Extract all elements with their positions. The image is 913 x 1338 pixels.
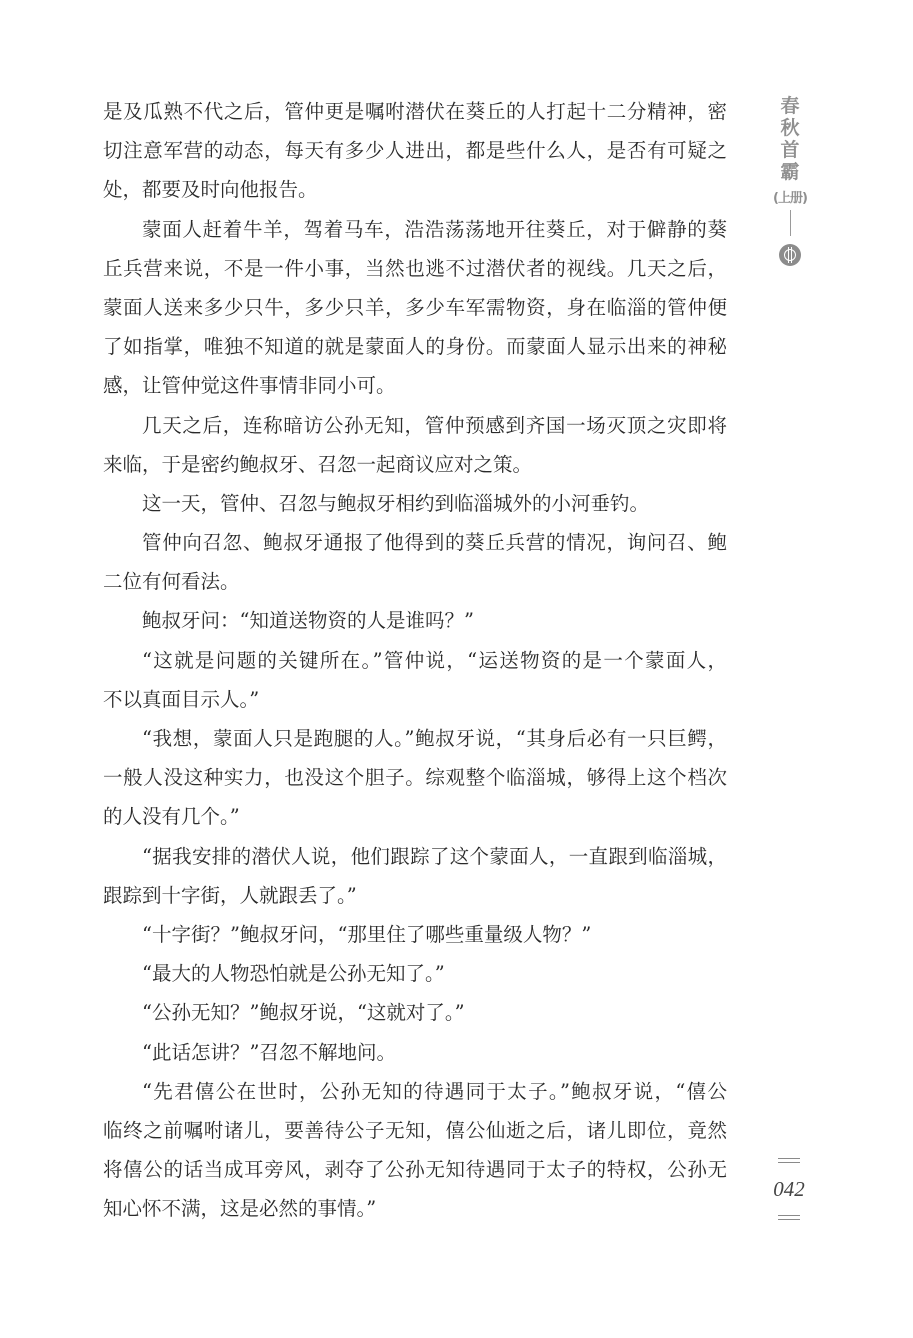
vertical-rule [790,210,791,236]
book-title-char: 春 [780,95,800,117]
text-line: 管仲向召忽、鲍叔牙通报了他得到的葵丘兵营的情况，询问召、鲍 [142,531,727,555]
text-line: “我想，蒙面人只是跑腿的人。”鲍叔牙说，“其身后必有一只巨鳄， [142,727,727,750]
text-line: “这就是问题的关键所在。”管仲说，“运送物资的是一个蒙面人， [142,648,727,672]
double-rule-top [778,1158,800,1163]
text-line: 知心怀不满，这是必然的事情。” [103,1197,377,1221]
running-header [770,95,810,266]
text-line: 二位有何看法。 [103,570,240,594]
text-line: 跟踪到十字街，人就跟丢了。” [103,883,357,907]
text-line: 丘兵营来说，不是一件小事，当然也逃不过潜伏者的视线。几天之后， [103,256,727,280]
book-title-char: 首 [780,139,800,161]
double-rule-bottom [778,1215,800,1220]
text-line: 一般人没这种实力，也没这个胆子。综观整个临淄城，够得上这个档次 [103,766,727,790]
text-line: 来临，于是密约鲍叔牙、召忽一起商议应对之策。 [103,452,533,476]
text-line: 是及瓜熟不代之后，管仲更是嘱咐潜伏在葵丘的人打起十二分精神，密 [103,100,727,123]
text-line: 处，都要及时向他报告。 [103,178,318,202]
text-line: “此话怎讲？”召忽不解地问。 [142,1040,396,1064]
body-text [103,92,727,1228]
text-line: “十字街？”鲍叔牙问，“那里住了哪些重量级人物？” [142,922,592,946]
book-title-char: 秋 [780,117,800,139]
text-line: 切注意军营的动态，每天有多少人进出，都是些什么人，是否有可疑之 [103,139,727,163]
text-line: “据我安排的潜伏人说，他们跟踪了这个蒙面人，一直跟到临淄城， [142,844,727,868]
text-line: 了如指掌，唯独不知道的就是蒙面人的身份。而蒙面人显示出来的神秘 [103,335,727,359]
text-line: 蒙面人赶着牛羊，驾着马车，浩浩荡荡地开往葵丘，对于僻静的葵 [142,217,727,241]
text-line: “最大的人物恐怕就是公孙无知了。” [142,962,445,986]
text-line: “公孙无知？”鲍叔牙说，“这就对了。” [142,1001,465,1025]
text-line: 蒙面人送来多少只牛，多少只羊，多少车军需物资，身在临淄的管仲便 [103,295,727,319]
text-line: 将僖公的话当成耳旁风，剥夺了公孙无知待遇同于太子的特权，公孙无 [103,1158,727,1182]
text-line: 的人没有几个。” [103,805,240,829]
text-line: 几天之后，连称暗访公孙无知，管仲预感到齐国一场灭顶之灾即将 [142,413,727,437]
text-line: 不以真面目示人。” [103,687,260,711]
page-footer [768,1158,810,1220]
page-number: 042 [773,1177,805,1201]
volume-label: (上册) [773,191,807,206]
book-title-char: 霸 [780,161,800,183]
text-line: “先君僖公在世时，公孙无知的待遇同于太子。”鲍叔牙说，“僖公 [142,1079,727,1103]
circle-seal-icon [779,244,801,266]
text-line: 临终之前嘱咐诸儿，要善待公子无知，僖公仙逝之后，诸儿即位，竟然 [103,1118,727,1142]
text-line: 鲍叔牙问：“知道送物资的人是谁吗？” [142,609,474,633]
text-line: 这一天，管仲、召忽与鲍叔牙相约到临淄城外的小河垂钓。 [142,491,650,515]
text-line: 感，让管仲觉这件事情非同小可。 [103,374,396,398]
book-title [780,95,799,183]
